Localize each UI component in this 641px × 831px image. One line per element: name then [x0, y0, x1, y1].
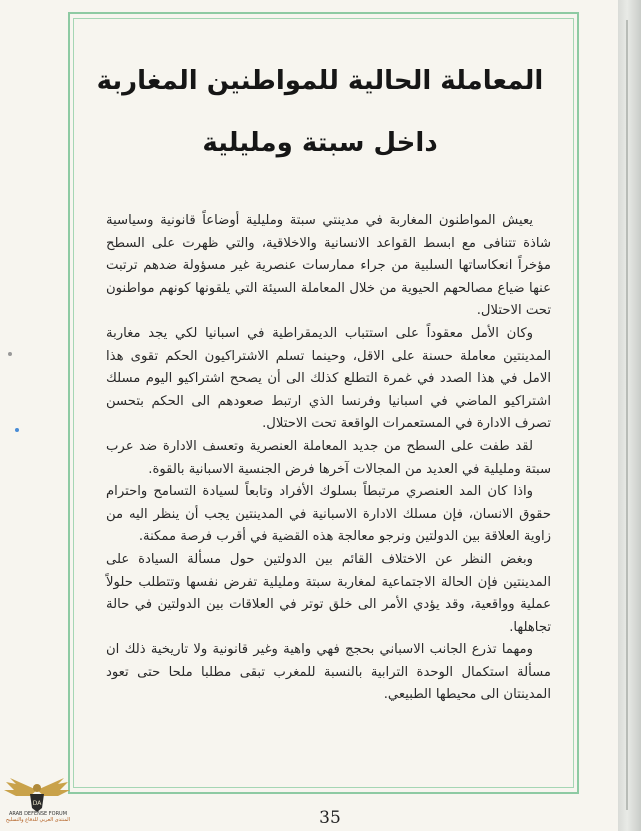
spine-line — [626, 20, 628, 810]
svg-text:DA: DA — [32, 800, 42, 807]
watermark-line-2: المنتدى العربي للدفاع والتسليح — [5, 817, 71, 823]
paragraph: يعيش المواطنون المغاربة في مدينتي سبتة ومليلية أوضاعاً قانونية وسياسية شاذة تتنافى مع ابسط القواعد الانسانية والاخلاقية، والتي ظهرت على السطح مؤخراً انعكاساتها السلبية من جراء ممارسات عنصرية غير مسؤولة ضدهم ترتبت عنها ضياع مصالحهم الحيوية من خلال المعاملة السيئة التي يلقونها كونهم مواطنون تحت الاحتلال. — [106, 213, 551, 319]
paragraph: لقد طفت على السطح من جديد المعاملة العنصرية وتعسف الادارة ضد عرب سبتة ومليلية في العديد من المجالات آخرها فرض الجنسية الاسبانية بالقوة. — [106, 438, 551, 477]
page-number: 35 — [319, 808, 341, 828]
paragraph: واذا كان المد العنصري مرتبطاً بسلوك الأفراد وتابعاً لسيادة التسامح واحترام حقوق الانسان، فإن مسلك الادارة الاسبانية في المدينتين يجب أن ينظر اليه من زاوية العلاقة بين الدولتين ونرجو معالجة هذه القضية في أقرب فرصة ممكنة. — [106, 484, 551, 545]
scan-speck-blue — [15, 428, 19, 432]
scan-speck — [8, 352, 12, 356]
document-subtitle: داخل سبتة ومليلية — [202, 128, 438, 158]
paragraph: وبغض النظر عن الاختلاف القائم بين الدولتين حول مسألة السيادة على المدينتين فإن الحالة الاجتماعية لمغاربة سبتة ومليلية تفرض نفسها وتتطلب حلولاً عملية وواقعية، وقد يؤدي الأمر الى خلق توتر في العلاقات بين الدولتين في حالة تجاهلها. — [106, 551, 551, 635]
paragraph: وكان الأمل معقوداً على استتباب الديمقراطية في اسبانيا لكي يجد مغاربة المدينتين معاملة حسنة على الاقل، وحينما تسلم الاشتراكيون الحكم تقوى هذا الامل في هذا الصدد في غمرة التطلع كذلك الى أن يصحح اشتراكيو اليوم مسلك اشتراكيو الماضي في اسبانيا وفرنسا الذي ارتبط صعودهم الى الحكم بتحسن تصرف الادارة في المستعمرات الواقعة تحت الاحتلال. — [106, 325, 551, 432]
document-title: المعاملة الحالية للمواطنين المغاربة — [96, 66, 544, 96]
book-spine-edge — [618, 0, 641, 831]
document-body — [106, 210, 551, 707]
paragraph: ومهما تذرع الجانب الاسباني بحجج فهي واهية وغير قانونية ولا تاريخية ذلك ان مسألة استكمال الوحدة الترابية بالنسبة للمغرب تبقى مطلبا ملحا حتى تعود المدينتان الى محيطها الطبيعي. — [106, 642, 551, 703]
watermark-caption — [0, 811, 76, 823]
watermark-line-1: ARAB DEFENSE FORUM — [8, 811, 68, 817]
